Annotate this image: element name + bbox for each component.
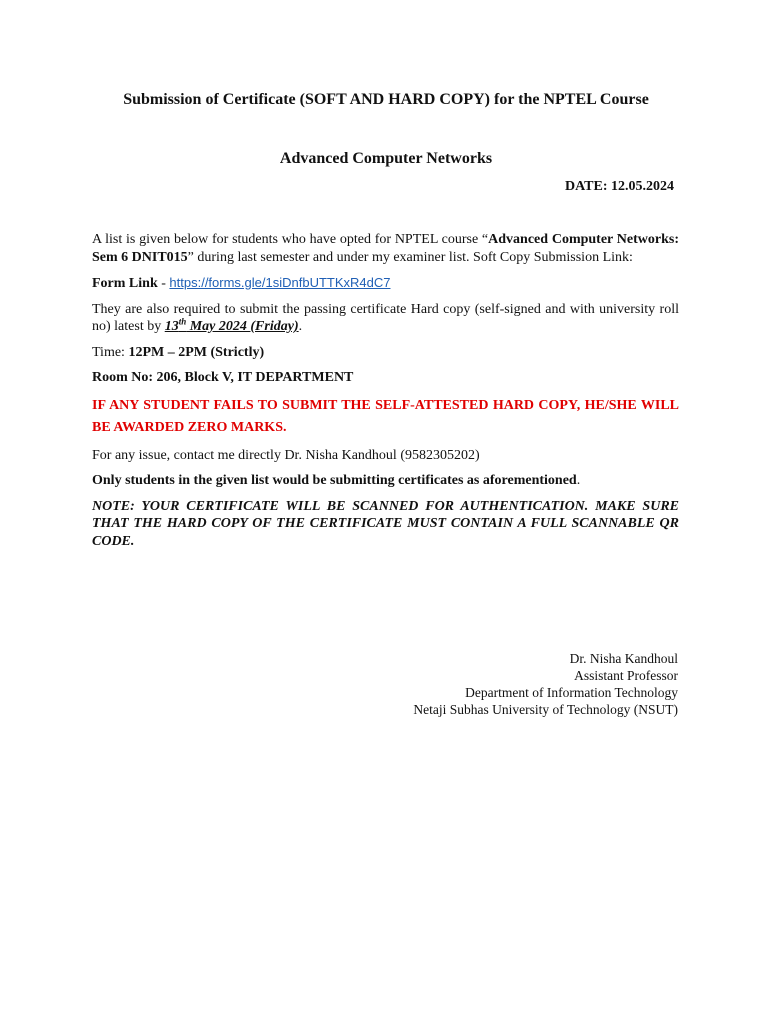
course-name: Advanced Computer Networks: Sem 6 DNIT015 [92, 232, 679, 265]
deadline-date [164, 316, 299, 334]
form-link-label: Form Link [92, 276, 158, 291]
form-link-separator: - [157, 276, 170, 291]
course-title: Advanced Computer Networks [279, 150, 493, 167]
deadline-suffix: th [178, 316, 187, 327]
only-students-line [92, 472, 679, 490]
signature-block [413, 650, 678, 718]
signatory-department: Department of Information Technology [465, 685, 678, 700]
deadline-rest: May 2024 (Friday) [186, 319, 299, 334]
time-label: Time: [92, 344, 129, 360]
room-line [92, 369, 679, 387]
only-students-text: Only students in the given list would be submitting certificates as aforementioned [92, 473, 577, 488]
signatory-name: Dr. Nisha Kandhoul [569, 651, 678, 666]
contact-line: For any issue, contact me directly Dr. Nisha Kandhoul (9582305202) [92, 447, 480, 463]
form-link-line [92, 274, 679, 293]
intro-text-2: ” during last semester and under my examiner list. Soft Copy Submission Link: [187, 249, 633, 265]
form-link[interactable]: https://forms.gle/1siDnfbUTTKxR4dC7 [169, 275, 391, 290]
room-info: Room No: 206, Block V, IT DEPARTMENT [92, 370, 354, 385]
document-body [92, 231, 679, 558]
only-students-end: . [576, 473, 581, 488]
warning-text: IF ANY STUDENT FAILS TO SUBMIT THE SELF-ATTESTED HARD COPY, HE/SHE WILL BE AWARDED ZERO MARKS. [92, 397, 679, 435]
intro-text-1: A list is given below for students who have opted for NPTEL course “ [92, 232, 489, 247]
time-line [92, 344, 679, 362]
hardcopy-text: They are also required to submit the passing certificate Hard copy (self-signed and with university roll no) latest by [92, 301, 679, 334]
signatory-designation: Assistant Professor [574, 668, 678, 683]
time-value: 12PM – 2PM (Strictly) [128, 344, 265, 360]
hardcopy-paragraph [92, 301, 679, 336]
document-date: DATE: 12.05.2024 [564, 179, 674, 194]
signatory-university: Netaji Subhas University of Technology (NSUT) [413, 702, 678, 717]
hardcopy-end: . [298, 319, 303, 334]
document-title: Submission of Certificate (SOFT AND HARD COPY) for the NPTEL Course [123, 91, 649, 108]
note-text: NOTE: YOUR CERTIFICATE WILL BE SCANNED FOR AUTHENTICATION. MAKE SURE THAT THE HARD COPY OF THE CERTIFICATE MUST CONTAIN A FULL SCANNABLE QR CODE. [92, 498, 679, 549]
deadline-day: 13 [164, 319, 179, 334]
intro-paragraph [92, 231, 679, 266]
